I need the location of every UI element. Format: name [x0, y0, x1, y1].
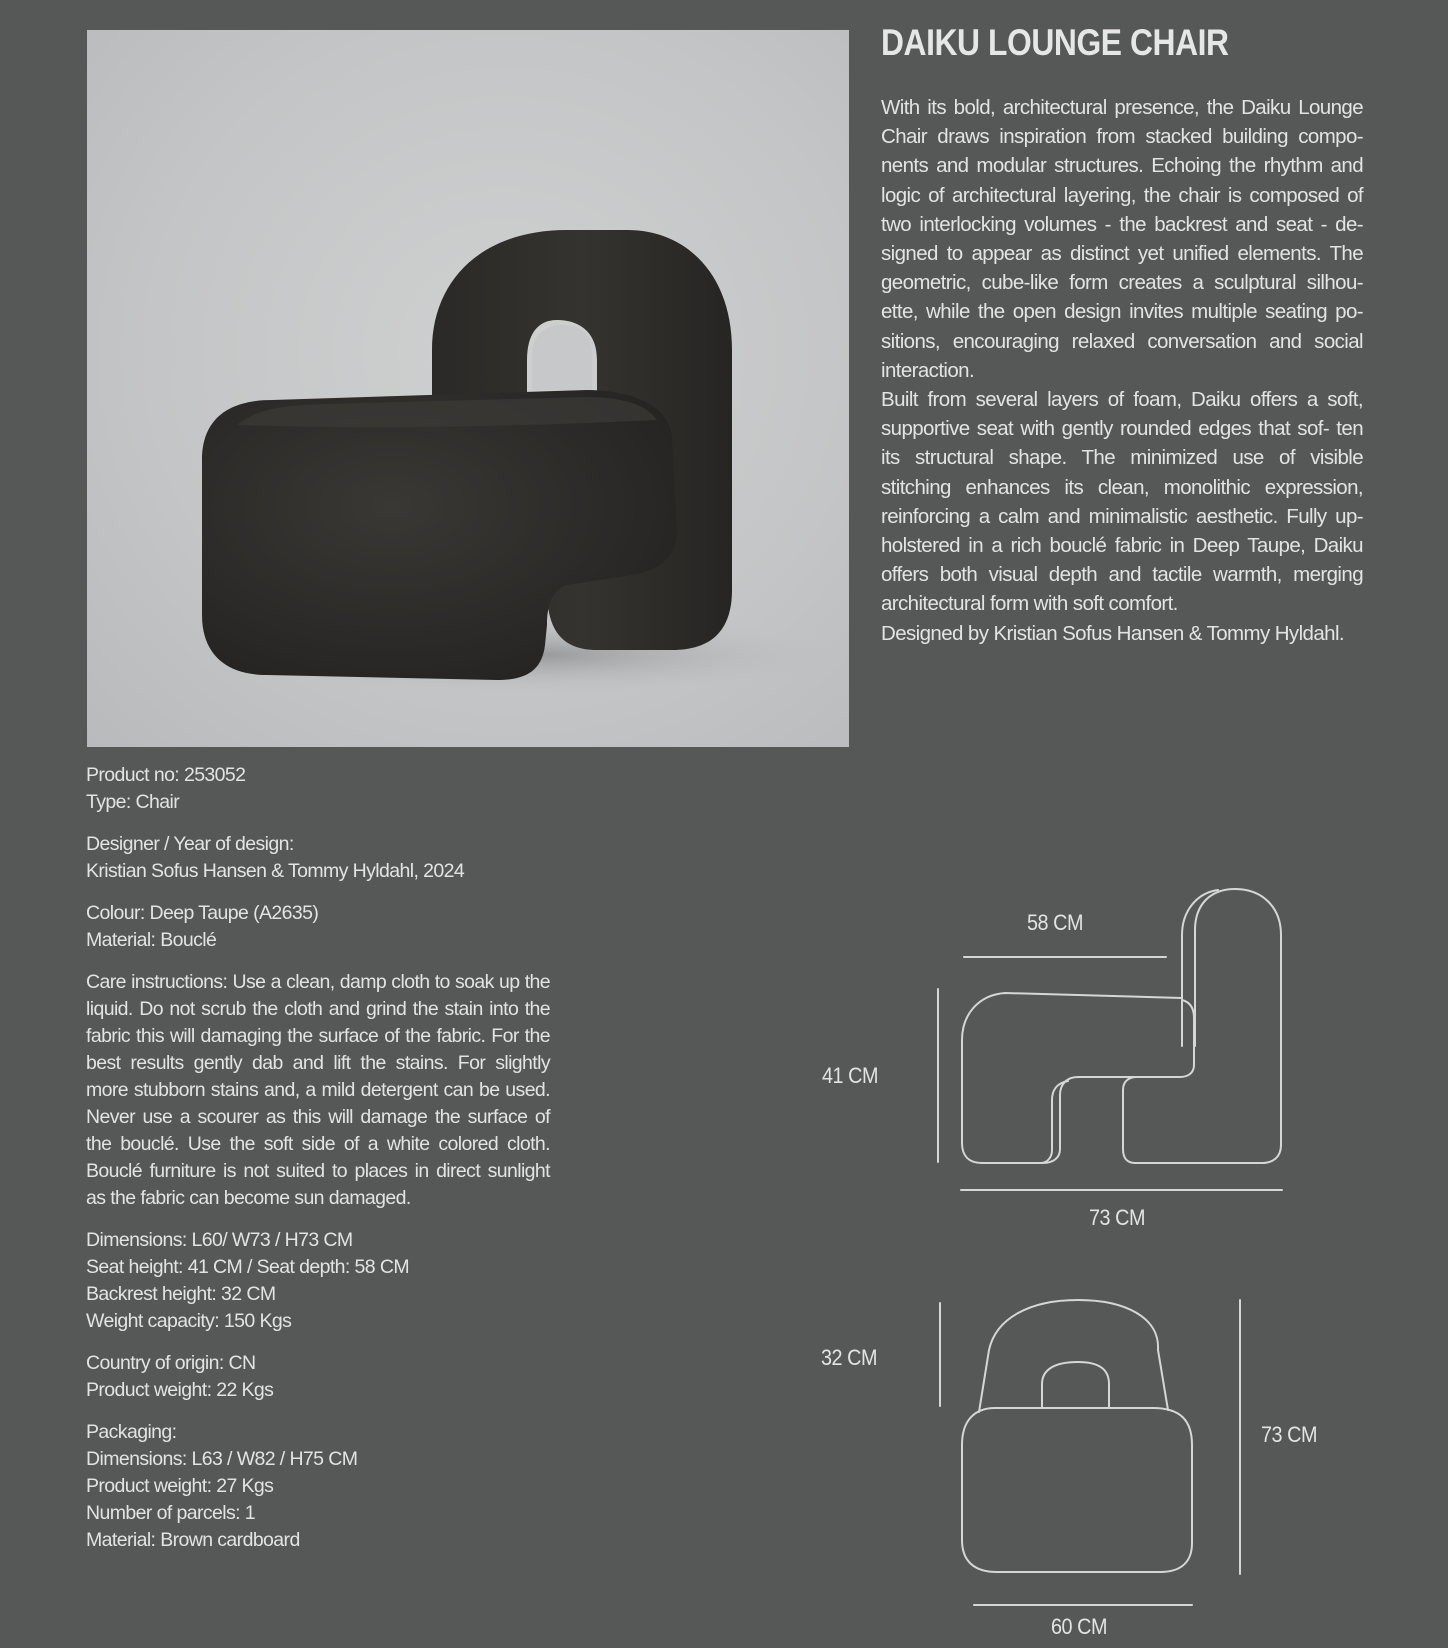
spec-group-origin — [86, 1350, 550, 1404]
spec-group-product — [86, 762, 550, 816]
spec-parcels: Number of parcels: 1 — [86, 1502, 255, 1524]
label-backrest-height: 32 CM — [821, 1345, 878, 1370]
product-title: DAIKU LOUNGE CHAIR — [881, 22, 1229, 63]
label-front-length: 60 CM — [1051, 1614, 1108, 1639]
spec-backrest: Backrest height: 32 CM — [86, 1283, 276, 1305]
spec-group-dimensions — [86, 1227, 550, 1335]
spec-list — [86, 762, 550, 1569]
spec-type: Type: Chair — [86, 791, 180, 813]
spec-seat: Seat height: 41 CM / Seat depth: 58 CM — [86, 1256, 409, 1278]
spec-group-designer — [86, 831, 550, 885]
designer-credit: Designed by Kristian Sofus Hansen & Tommy Hyldahl. — [881, 621, 1344, 645]
spec-packaging-label: Packaging: — [86, 1421, 177, 1443]
label-front-height: 73 CM — [1261, 1422, 1318, 1447]
spec-packaging-material: Material: Brown cardboard — [86, 1529, 300, 1551]
spec-group-packaging — [86, 1419, 550, 1554]
label-seat-height: 41 CM — [822, 1063, 879, 1088]
spec-designer-value: Kristian Sofus Hansen & Tommy Hyldahl, 2024 — [86, 860, 465, 882]
spec-care-instructions: Care instructions: Use a clean, damp cloth to soak up the liquid. Do not scrub the cloth and grind the stain into the fabric this will damaging the surface of the fabric. For the best results gently dab and lift the stains. For slightly more stubborn stains and, a mild detergent can be used. Never use a scourer as this will damage the surface of the bouclé. Use the soft side of a white colored cloth. Bouclé furniture is not suited to places in direct sunlight as the fabric can become sun damaged. — [86, 971, 550, 1209]
spec-weight-capacity: Weight capacity: 150 Kgs — [86, 1310, 292, 1332]
chair-opening — [532, 325, 592, 390]
side-view-outline — [962, 889, 1281, 1163]
spec-material: Material: Bouclé — [86, 929, 217, 951]
technical-drawing — [800, 870, 1360, 1648]
spec-group-colour — [86, 900, 550, 954]
product-description — [881, 93, 1363, 648]
spec-designer-label: Designer / Year of design: — [86, 833, 294, 855]
description-paragraph: With its bold, architectural presence, the Daiku Lounge Chair draws inspiration from stacked building compo- nents and modular structures. Echoing the rhythm and logic of architectural layering, the chair is composed of two interlocking volumes - the backrest and seat - de- signed to appear as distinct yet unified elements. The geometric, cube-like form creates a sculptural silhou- ette, while the open design invites multiple seating po- sitions, encouraging relaxed conversation and social interaction. — [881, 96, 1363, 382]
description-paragraph: Built from several layers of foam, Daiku offers a soft, supportive seat with gently rounded edges that sof- ten its structural shape. The minimized use of visible stitching enhances its clean, monolithic expression, reinforcing a calm and minimalistic aesthetic. Fully up- holstered in a rich bouclé fabric in Deep Taupe, Daiku offers both visual depth and tactile warmth, merging architectural form with soft comfort. — [881, 388, 1363, 616]
spec-product-weight: Product weight: 22 Kgs — [86, 1379, 274, 1401]
spec-origin: Country of origin: CN — [86, 1352, 256, 1374]
front-view-outline — [962, 1300, 1192, 1572]
dimension-diagram — [800, 870, 1360, 1648]
product-photo — [87, 30, 849, 747]
label-seat-depth: 58 CM — [1027, 910, 1084, 935]
spec-dimensions: Dimensions: L60/ W73 / H73 CM — [86, 1229, 353, 1251]
spec-colour: Colour: Deep Taupe (A2635) — [86, 902, 319, 924]
spec-packaging-weight: Product weight: 27 Kgs — [86, 1475, 274, 1497]
spec-product-no: Product no: 253052 — [86, 764, 246, 786]
spec-packaging-dimensions: Dimensions: L63 / W82 / H75 CM — [86, 1448, 358, 1470]
chair-illustration — [87, 30, 849, 747]
label-side-width: 73 CM — [1089, 1205, 1146, 1230]
